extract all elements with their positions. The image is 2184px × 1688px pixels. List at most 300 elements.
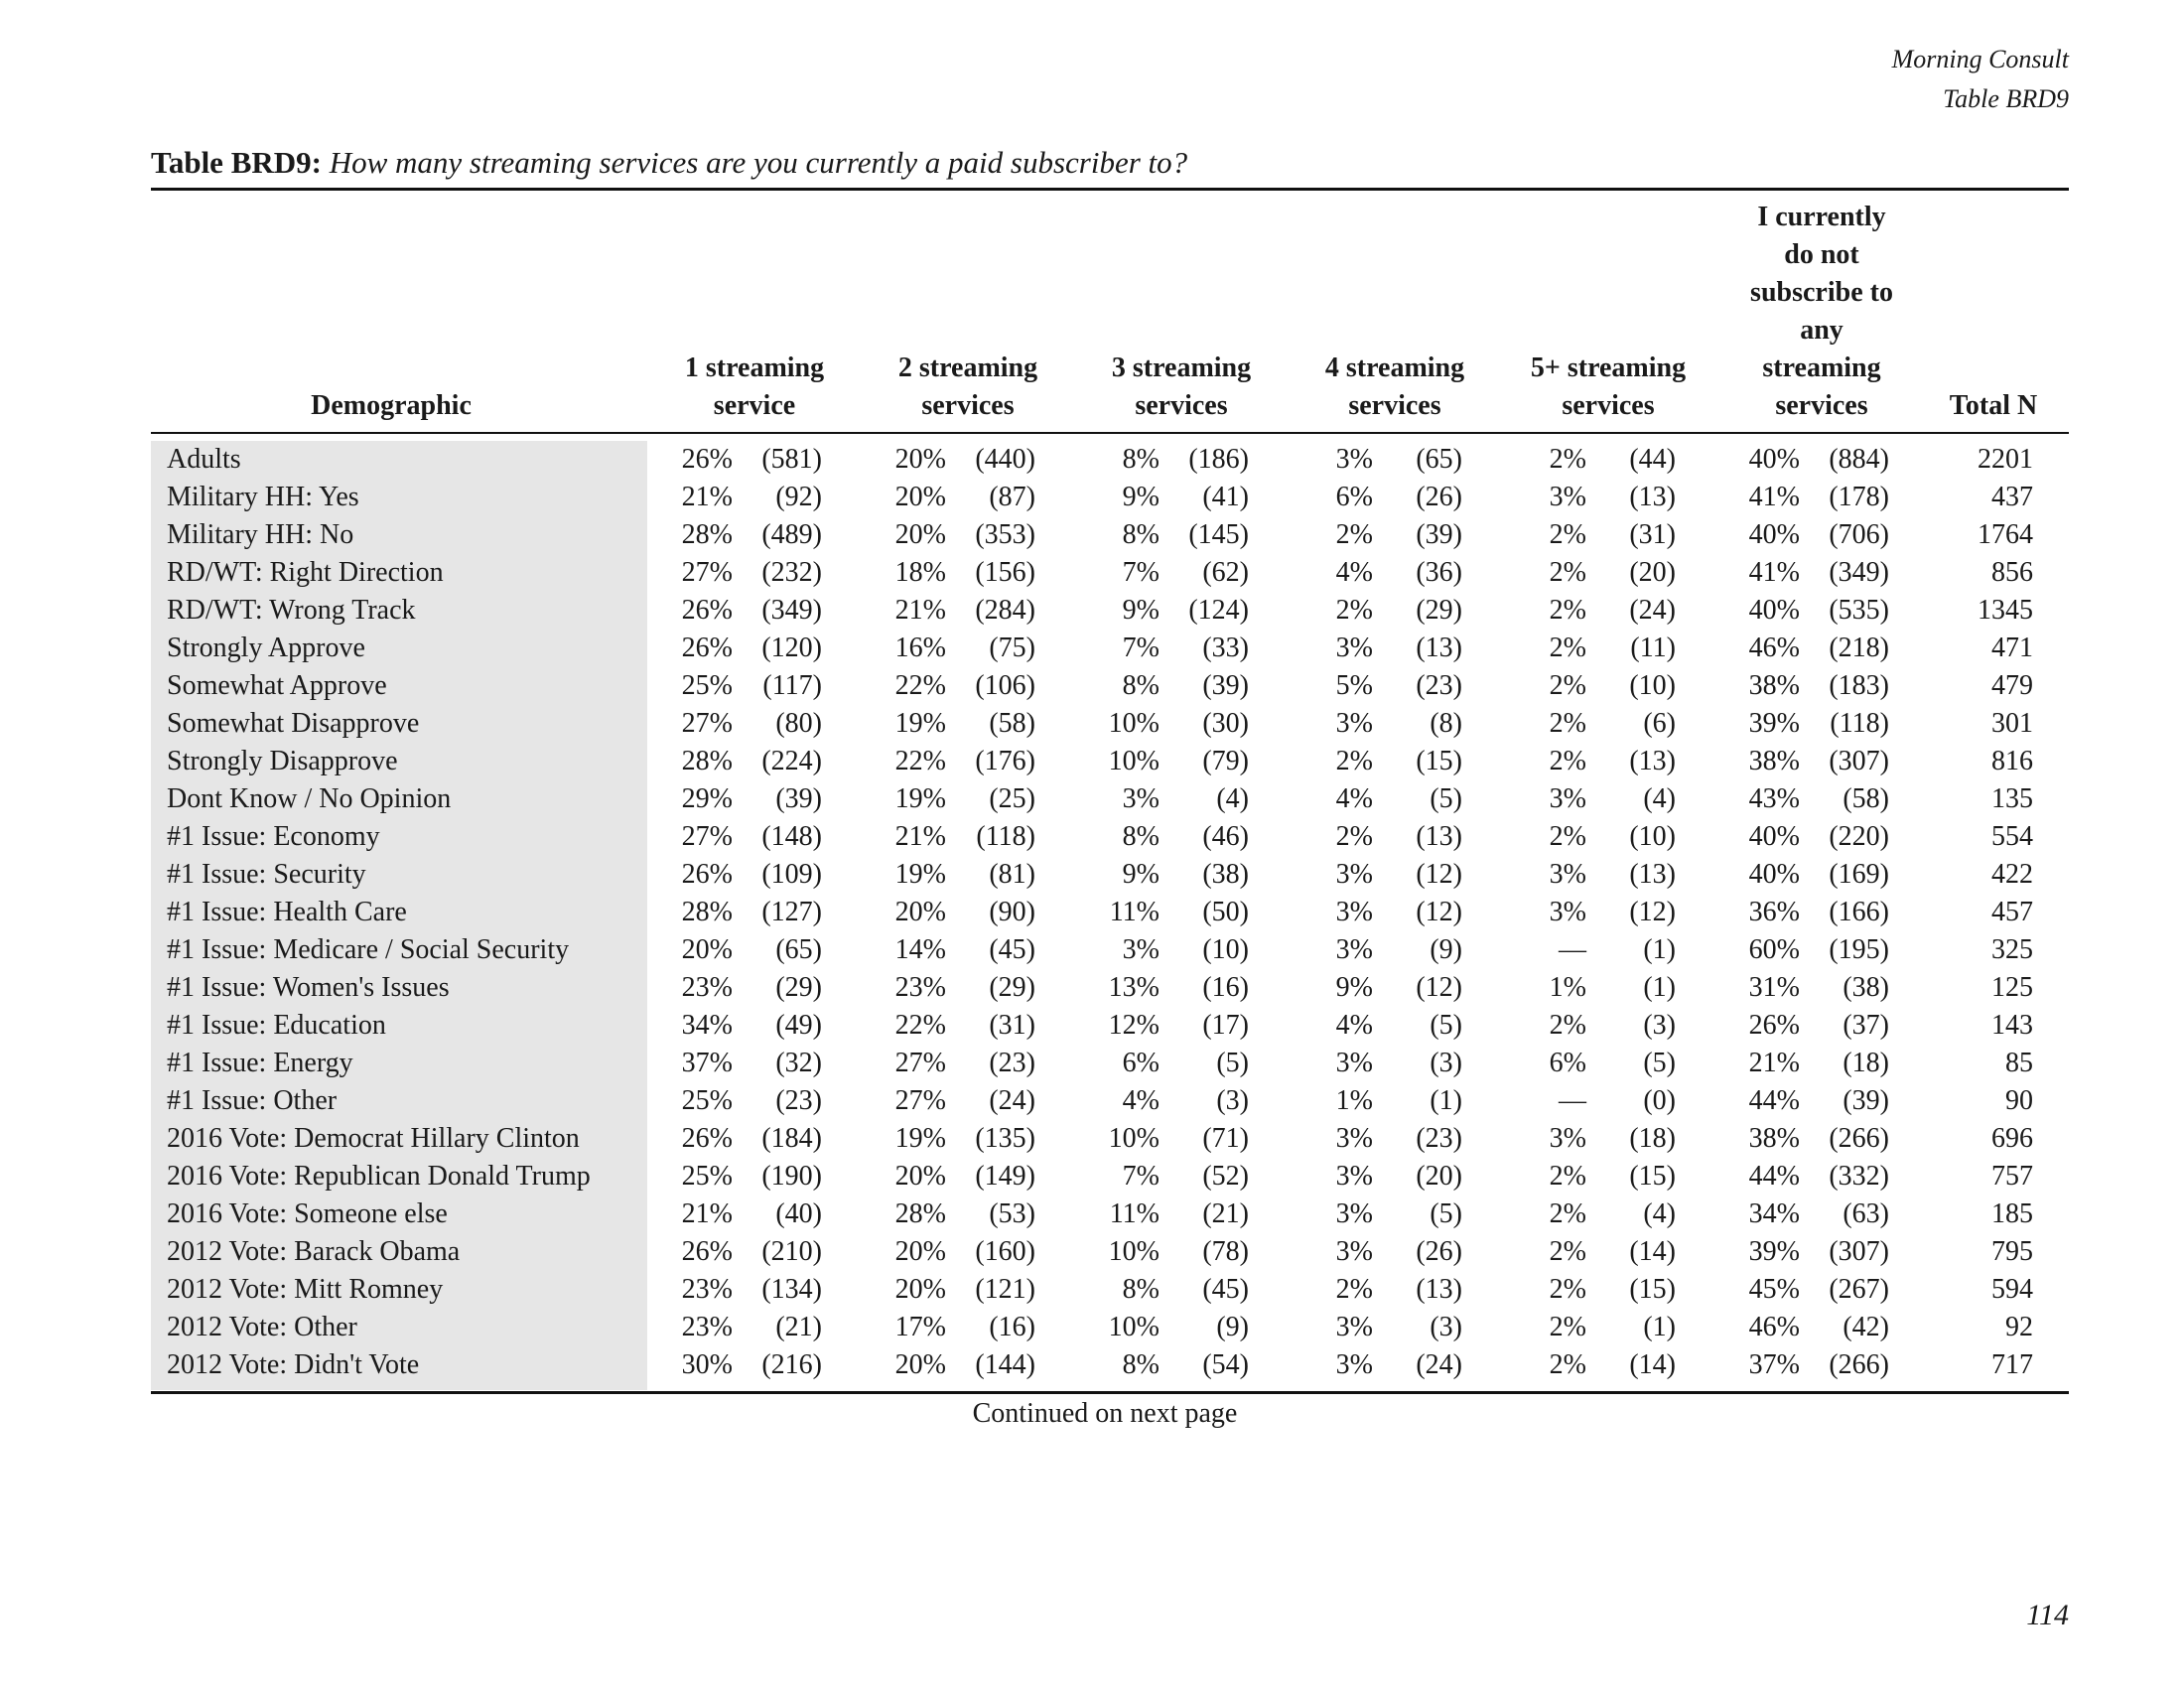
cell-percent: 7% bbox=[1122, 1161, 1160, 1192]
table-row bbox=[0, 479, 2184, 516]
row-label: Military HH: Yes bbox=[167, 482, 359, 512]
cell-count: (29) bbox=[989, 972, 1035, 1003]
cell-count: (10) bbox=[1202, 934, 1249, 965]
cell-count: (127) bbox=[761, 897, 822, 927]
cell-percent: 2% bbox=[1549, 1349, 1586, 1380]
cell-count: (63) bbox=[1843, 1198, 1889, 1229]
header-c6-line: streaming bbox=[1762, 352, 1881, 383]
cell-percent: 37% bbox=[681, 1048, 733, 1078]
cell-count: (79) bbox=[1202, 746, 1249, 776]
cell-percent: 2% bbox=[1335, 519, 1373, 550]
cell-percent: 8% bbox=[1122, 444, 1160, 475]
cell-total-n: 717 bbox=[1991, 1349, 2033, 1380]
cell-percent: 25% bbox=[681, 670, 733, 701]
cell-percent: 3% bbox=[1335, 1048, 1373, 1078]
cell-count: (148) bbox=[761, 821, 822, 852]
cell-percent: 28% bbox=[681, 519, 733, 550]
cell-percent: 6% bbox=[1122, 1048, 1160, 1078]
cell-percent: 8% bbox=[1122, 1274, 1160, 1305]
cell-percent: 17% bbox=[894, 1312, 946, 1342]
cell-count: (32) bbox=[775, 1048, 822, 1078]
cell-count: (1) bbox=[1643, 1312, 1676, 1342]
cell-total-n: 437 bbox=[1991, 482, 2033, 512]
cell-count: (38) bbox=[1202, 859, 1249, 890]
cell-count: (156) bbox=[975, 557, 1035, 588]
continued-note: Continued on next page bbox=[972, 1398, 1238, 1429]
table-body bbox=[0, 441, 2184, 1384]
cell-percent: 23% bbox=[681, 1312, 733, 1342]
cell-count: (535) bbox=[1829, 595, 1889, 626]
cell-count: (124) bbox=[1188, 595, 1249, 626]
cell-count: (13) bbox=[1629, 482, 1676, 512]
cell-percent: 60% bbox=[1748, 934, 1800, 965]
cell-count: (195) bbox=[1829, 934, 1889, 965]
cell-percent: 21% bbox=[894, 821, 946, 852]
cell-percent: 3% bbox=[1335, 708, 1373, 739]
cell-percent: 20% bbox=[681, 934, 733, 965]
cell-count: (25) bbox=[989, 783, 1035, 814]
header-c2-line: services bbox=[921, 390, 1015, 421]
cell-percent: 34% bbox=[1748, 1198, 1800, 1229]
cell-percent: 2% bbox=[1549, 1198, 1586, 1229]
cell-count: (184) bbox=[761, 1123, 822, 1154]
cell-count: (65) bbox=[775, 934, 822, 965]
cell-count: (23) bbox=[1416, 670, 1462, 701]
cell-percent: 5% bbox=[1335, 670, 1373, 701]
cell-percent: 2% bbox=[1549, 821, 1586, 852]
cell-count: (15) bbox=[1416, 746, 1462, 776]
cell-percent: 26% bbox=[681, 1123, 733, 1154]
table-header-rule bbox=[151, 432, 2069, 434]
cell-count: (20) bbox=[1416, 1161, 1462, 1192]
cell-percent: 1% bbox=[1335, 1085, 1373, 1116]
cell-count: (266) bbox=[1829, 1349, 1889, 1380]
cell-count: (176) bbox=[975, 746, 1035, 776]
cell-percent: 13% bbox=[1108, 972, 1160, 1003]
cell-count: (135) bbox=[975, 1123, 1035, 1154]
cell-count: (120) bbox=[761, 633, 822, 663]
cell-count: (149) bbox=[975, 1161, 1035, 1192]
cell-count: (20) bbox=[1629, 557, 1676, 588]
cell-count: (706) bbox=[1829, 519, 1889, 550]
cell-percent: 6% bbox=[1335, 482, 1373, 512]
cell-count: (12) bbox=[1416, 897, 1462, 927]
cell-percent: 14% bbox=[894, 934, 946, 965]
cell-count: (5) bbox=[1430, 1010, 1462, 1041]
cell-count: (144) bbox=[975, 1349, 1035, 1380]
cell-total-n: 301 bbox=[1991, 708, 2033, 739]
cell-percent: 3% bbox=[1549, 482, 1586, 512]
cell-total-n: 1345 bbox=[1978, 595, 2033, 626]
cell-percent: 22% bbox=[894, 746, 946, 776]
row-label: #1 Issue: Health Care bbox=[167, 897, 407, 927]
cell-percent: 38% bbox=[1748, 1123, 1800, 1154]
cell-percent: 4% bbox=[1335, 1010, 1373, 1041]
cell-count: (37) bbox=[1843, 1010, 1889, 1041]
cell-percent: 40% bbox=[1748, 821, 1800, 852]
cell-count: (36) bbox=[1416, 557, 1462, 588]
cell-count: (183) bbox=[1829, 670, 1889, 701]
cell-count: (10) bbox=[1629, 670, 1676, 701]
header-c5-line: 5+ streaming bbox=[1530, 352, 1687, 383]
cell-count: (29) bbox=[1416, 595, 1462, 626]
cell-count: (5) bbox=[1643, 1048, 1676, 1078]
cell-percent: 3% bbox=[1549, 859, 1586, 890]
cell-percent: 40% bbox=[1748, 444, 1800, 475]
header-c6-line: subscribe to bbox=[1750, 277, 1893, 308]
row-label: 2016 Vote: Someone else bbox=[167, 1198, 448, 1229]
cell-percent: 36% bbox=[1748, 897, 1800, 927]
table-row bbox=[0, 856, 2184, 894]
cell-percent: 3% bbox=[1122, 783, 1160, 814]
row-label: 2012 Vote: Barack Obama bbox=[167, 1236, 461, 1267]
cell-total-n: 422 bbox=[1991, 859, 2033, 890]
cell-percent: 29% bbox=[681, 783, 733, 814]
cell-percent: 44% bbox=[1748, 1161, 1800, 1192]
cell-percent: 3% bbox=[1549, 783, 1586, 814]
cell-percent: 37% bbox=[1748, 1349, 1800, 1380]
cell-percent: 16% bbox=[894, 633, 946, 663]
table-row bbox=[0, 743, 2184, 780]
cell-percent: 34% bbox=[681, 1010, 733, 1041]
cell-percent: 21% bbox=[681, 482, 733, 512]
row-label: Dont Know / No Opinion bbox=[167, 783, 452, 814]
cell-percent: 8% bbox=[1122, 519, 1160, 550]
header-c2 bbox=[898, 350, 1037, 425]
cell-count: (210) bbox=[761, 1236, 822, 1267]
cell-count: (21) bbox=[1202, 1198, 1249, 1229]
cell-total-n: 471 bbox=[1991, 633, 2033, 663]
cell-percent: 40% bbox=[1748, 519, 1800, 550]
cell-count: (24) bbox=[989, 1085, 1035, 1116]
header-c3-line: 3 streaming bbox=[1111, 352, 1252, 383]
cell-percent: 2% bbox=[1549, 519, 1586, 550]
cell-count: (17) bbox=[1202, 1010, 1249, 1041]
table-ref: Table BRD9 bbox=[1943, 84, 2069, 113]
cell-percent: 27% bbox=[681, 821, 733, 852]
cell-percent: 2% bbox=[1335, 821, 1373, 852]
cell-total-n: 135 bbox=[1991, 783, 2033, 814]
table-row bbox=[0, 1271, 2184, 1309]
cell-count: (106) bbox=[975, 670, 1035, 701]
cell-percent: 20% bbox=[894, 1236, 946, 1267]
table-row bbox=[0, 1233, 2184, 1271]
cell-percent: 10% bbox=[1108, 746, 1160, 776]
cell-count: (39) bbox=[1202, 670, 1249, 701]
cell-count: (65) bbox=[1416, 444, 1462, 475]
table-row bbox=[0, 1309, 2184, 1346]
cell-count: (23) bbox=[775, 1085, 822, 1116]
cell-total-n: 125 bbox=[1991, 972, 2033, 1003]
cell-percent: 4% bbox=[1335, 783, 1373, 814]
cell-percent: 2% bbox=[1549, 633, 1586, 663]
cell-percent: 30% bbox=[681, 1349, 733, 1380]
cell-percent: 22% bbox=[894, 1010, 946, 1041]
cell-count: (216) bbox=[761, 1349, 822, 1380]
cell-count: (169) bbox=[1829, 859, 1889, 890]
table-row bbox=[0, 667, 2184, 705]
cell-percent: 31% bbox=[1748, 972, 1800, 1003]
cell-count: (13) bbox=[1416, 821, 1462, 852]
cell-percent: 10% bbox=[1108, 1236, 1160, 1267]
cell-count: (12) bbox=[1416, 972, 1462, 1003]
cell-percent: 28% bbox=[681, 897, 733, 927]
cell-count: (38) bbox=[1843, 972, 1889, 1003]
table-row bbox=[0, 630, 2184, 667]
cell-count: (10) bbox=[1629, 821, 1676, 852]
table-row bbox=[0, 1007, 2184, 1045]
cell-percent: 12% bbox=[1108, 1010, 1160, 1041]
cell-percent: 41% bbox=[1748, 482, 1800, 512]
cell-count: (31) bbox=[1629, 519, 1676, 550]
row-label: #1 Issue: Women's Issues bbox=[167, 972, 450, 1003]
cell-percent: 28% bbox=[681, 746, 733, 776]
cell-percent: 2% bbox=[1549, 670, 1586, 701]
cell-percent: 26% bbox=[1748, 1010, 1800, 1041]
cell-count: (52) bbox=[1202, 1161, 1249, 1192]
table-row bbox=[0, 441, 2184, 479]
cell-percent: 3% bbox=[1549, 897, 1586, 927]
cell-count: (232) bbox=[761, 557, 822, 588]
row-label: Military HH: No bbox=[167, 519, 354, 550]
cell-count: (13) bbox=[1629, 746, 1676, 776]
cell-count: (3) bbox=[1430, 1048, 1462, 1078]
cell-count: (218) bbox=[1829, 633, 1889, 663]
header-c4 bbox=[1325, 350, 1464, 425]
cell-percent: 20% bbox=[894, 897, 946, 927]
cell-count: (44) bbox=[1629, 444, 1676, 475]
cell-count: (349) bbox=[761, 595, 822, 626]
page-header bbox=[1892, 40, 2069, 119]
cell-count: (75) bbox=[989, 633, 1035, 663]
cell-percent: 8% bbox=[1122, 821, 1160, 852]
cell-count: (307) bbox=[1829, 1236, 1889, 1267]
cell-count: (23) bbox=[1416, 1123, 1462, 1154]
cell-percent: 21% bbox=[1748, 1048, 1800, 1078]
row-label: #1 Issue: Energy bbox=[167, 1048, 353, 1078]
cell-count: (18) bbox=[1629, 1123, 1676, 1154]
cell-count: (26) bbox=[1416, 482, 1462, 512]
cell-percent: 3% bbox=[1122, 934, 1160, 965]
cell-percent: 7% bbox=[1122, 633, 1160, 663]
cell-percent: 3% bbox=[1335, 1123, 1373, 1154]
cell-percent: 7% bbox=[1122, 557, 1160, 588]
cell-count: (33) bbox=[1202, 633, 1249, 663]
cell-total-n: 185 bbox=[1991, 1198, 2033, 1229]
cell-total-n: 143 bbox=[1991, 1010, 2033, 1041]
table-row bbox=[0, 592, 2184, 630]
row-label: Adults bbox=[167, 444, 241, 475]
header-c4-line: 4 streaming bbox=[1324, 352, 1465, 383]
cell-count: (267) bbox=[1829, 1274, 1889, 1305]
cell-count: (42) bbox=[1843, 1312, 1889, 1342]
cell-percent: 40% bbox=[1748, 595, 1800, 626]
cell-percent: 4% bbox=[1335, 557, 1373, 588]
cell-count: (0) bbox=[1643, 1085, 1676, 1116]
header-c1-line: 1 streaming bbox=[684, 352, 825, 383]
cell-count: (15) bbox=[1629, 1274, 1676, 1305]
table-row bbox=[0, 780, 2184, 818]
cell-count: (12) bbox=[1416, 859, 1462, 890]
table-row bbox=[0, 1196, 2184, 1233]
cell-percent: 21% bbox=[681, 1198, 733, 1229]
row-label: #1 Issue: Economy bbox=[167, 821, 380, 852]
cell-percent: 20% bbox=[894, 519, 946, 550]
cell-percent: 2% bbox=[1335, 1274, 1373, 1305]
cell-count: (30) bbox=[1202, 708, 1249, 739]
cell-percent: 21% bbox=[894, 595, 946, 626]
cell-count: (23) bbox=[989, 1048, 1035, 1078]
cell-percent: 27% bbox=[894, 1048, 946, 1078]
cell-count: (224) bbox=[761, 746, 822, 776]
cell-percent: 8% bbox=[1122, 1349, 1160, 1380]
cell-count: (440) bbox=[975, 444, 1035, 475]
cell-total-n: 554 bbox=[1991, 821, 2033, 852]
table-row bbox=[0, 1346, 2184, 1384]
cell-percent: 19% bbox=[894, 783, 946, 814]
cell-percent: 3% bbox=[1549, 1123, 1586, 1154]
row-label: Strongly Approve bbox=[167, 633, 365, 663]
cell-percent: 20% bbox=[894, 1274, 946, 1305]
cell-percent: 27% bbox=[681, 708, 733, 739]
header-c6-line: I currently bbox=[1757, 202, 1886, 232]
cell-percent: 26% bbox=[681, 859, 733, 890]
header-c6-line: do not bbox=[1784, 239, 1859, 270]
cell-percent: 20% bbox=[894, 444, 946, 475]
cell-count: (4) bbox=[1643, 1198, 1676, 1229]
table-row bbox=[0, 516, 2184, 554]
cell-percent: 23% bbox=[681, 1274, 733, 1305]
cell-count: (1) bbox=[1430, 1085, 1462, 1116]
cell-percent: 2% bbox=[1549, 1161, 1586, 1192]
header-c3-line: services bbox=[1135, 390, 1228, 421]
cell-percent: 3% bbox=[1335, 859, 1373, 890]
header-c6-line: any bbox=[1800, 315, 1843, 346]
cell-count: (24) bbox=[1629, 595, 1676, 626]
cell-percent: 6% bbox=[1549, 1048, 1586, 1078]
cell-count: (266) bbox=[1829, 1123, 1889, 1154]
table-row bbox=[0, 894, 2184, 931]
cell-count: (71) bbox=[1202, 1123, 1249, 1154]
table-row bbox=[0, 705, 2184, 743]
table-row bbox=[0, 969, 2184, 1007]
cell-percent: 4% bbox=[1122, 1085, 1160, 1116]
cell-percent: 45% bbox=[1748, 1274, 1800, 1305]
cell-count: (6) bbox=[1643, 708, 1676, 739]
cell-count: (117) bbox=[762, 670, 822, 701]
table-title bbox=[151, 145, 1187, 181]
cell-count: (109) bbox=[761, 859, 822, 890]
table-row bbox=[0, 1158, 2184, 1196]
cell-percent: 3% bbox=[1335, 1236, 1373, 1267]
cell-percent: 2% bbox=[1549, 1274, 1586, 1305]
cell-count: (166) bbox=[1829, 897, 1889, 927]
cell-count: (14) bbox=[1629, 1349, 1676, 1380]
cell-percent: 3% bbox=[1335, 897, 1373, 927]
cell-count: (4) bbox=[1216, 783, 1249, 814]
cell-percent: 39% bbox=[1748, 1236, 1800, 1267]
cell-percent: 11% bbox=[1109, 897, 1160, 927]
cell-count: (12) bbox=[1629, 897, 1676, 927]
cell-percent: 3% bbox=[1335, 1349, 1373, 1380]
cell-count: (190) bbox=[761, 1161, 822, 1192]
header-c4-line: services bbox=[1348, 390, 1441, 421]
cell-percent: 20% bbox=[894, 482, 946, 512]
header-c6 bbox=[1750, 199, 1893, 425]
cell-count: (54) bbox=[1202, 1349, 1249, 1380]
cell-total-n: 1764 bbox=[1978, 519, 2033, 550]
cell-percent: 46% bbox=[1748, 633, 1800, 663]
cell-count: (349) bbox=[1829, 557, 1889, 588]
cell-count: (332) bbox=[1829, 1161, 1889, 1192]
table-bottom-rule bbox=[151, 1391, 2069, 1394]
cell-count: (40) bbox=[775, 1198, 822, 1229]
cell-count: (1) bbox=[1643, 934, 1676, 965]
cell-percent: 38% bbox=[1748, 746, 1800, 776]
row-label: RD/WT: Wrong Track bbox=[167, 595, 416, 626]
cell-count: (81) bbox=[989, 859, 1035, 890]
table-top-rule bbox=[151, 188, 2069, 191]
cell-percent: 2% bbox=[1549, 708, 1586, 739]
cell-percent: 26% bbox=[681, 595, 733, 626]
table-row bbox=[0, 818, 2184, 856]
cell-count: (16) bbox=[1202, 972, 1249, 1003]
cell-count: (15) bbox=[1629, 1161, 1676, 1192]
cell-count: (53) bbox=[989, 1198, 1035, 1229]
table-title-question: How many streaming services are you currently a paid subscriber to? bbox=[329, 145, 1188, 180]
cell-count: (13) bbox=[1416, 633, 1462, 663]
cell-count: (284) bbox=[975, 595, 1035, 626]
cell-count: (489) bbox=[761, 519, 822, 550]
cell-count: (49) bbox=[775, 1010, 822, 1041]
row-label: 2012 Vote: Didn't Vote bbox=[167, 1349, 420, 1380]
cell-percent: 8% bbox=[1122, 670, 1160, 701]
cell-percent: 2% bbox=[1549, 1312, 1586, 1342]
cell-count: (39) bbox=[775, 783, 822, 814]
cell-percent: 3% bbox=[1335, 1161, 1373, 1192]
cell-count: (92) bbox=[775, 482, 822, 512]
cell-percent: 2% bbox=[1549, 746, 1586, 776]
cell-count: (307) bbox=[1829, 746, 1889, 776]
cell-total-n: 479 bbox=[1991, 670, 2033, 701]
header-c5 bbox=[1531, 350, 1686, 425]
cell-count: (16) bbox=[989, 1312, 1035, 1342]
cell-percent: 9% bbox=[1122, 595, 1160, 626]
cell-percent: — bbox=[1559, 934, 1586, 965]
cell-percent: 1% bbox=[1549, 972, 1586, 1003]
cell-count: (9) bbox=[1216, 1312, 1249, 1342]
cell-percent: 22% bbox=[894, 670, 946, 701]
header-c2-line: 2 streaming bbox=[897, 352, 1038, 383]
row-label: Strongly Disapprove bbox=[167, 746, 398, 776]
cell-percent: 2% bbox=[1549, 444, 1586, 475]
org-name: Morning Consult bbox=[1891, 45, 2069, 73]
cell-count: (118) bbox=[976, 821, 1035, 852]
cell-percent: 26% bbox=[681, 444, 733, 475]
cell-total-n: 757 bbox=[1991, 1161, 2033, 1192]
cell-percent: 3% bbox=[1335, 934, 1373, 965]
cell-total-n: 795 bbox=[1991, 1236, 2033, 1267]
row-label: #1 Issue: Education bbox=[167, 1010, 386, 1041]
cell-percent: 40% bbox=[1748, 859, 1800, 890]
cell-percent: 2% bbox=[1335, 595, 1373, 626]
header-demographic: Demographic bbox=[311, 390, 472, 421]
cell-count: (11) bbox=[1630, 633, 1676, 663]
cell-total-n: 92 bbox=[2005, 1312, 2033, 1342]
cell-count: (9) bbox=[1430, 934, 1462, 965]
cell-count: (58) bbox=[1843, 783, 1889, 814]
row-label: RD/WT: Right Direction bbox=[167, 557, 444, 588]
